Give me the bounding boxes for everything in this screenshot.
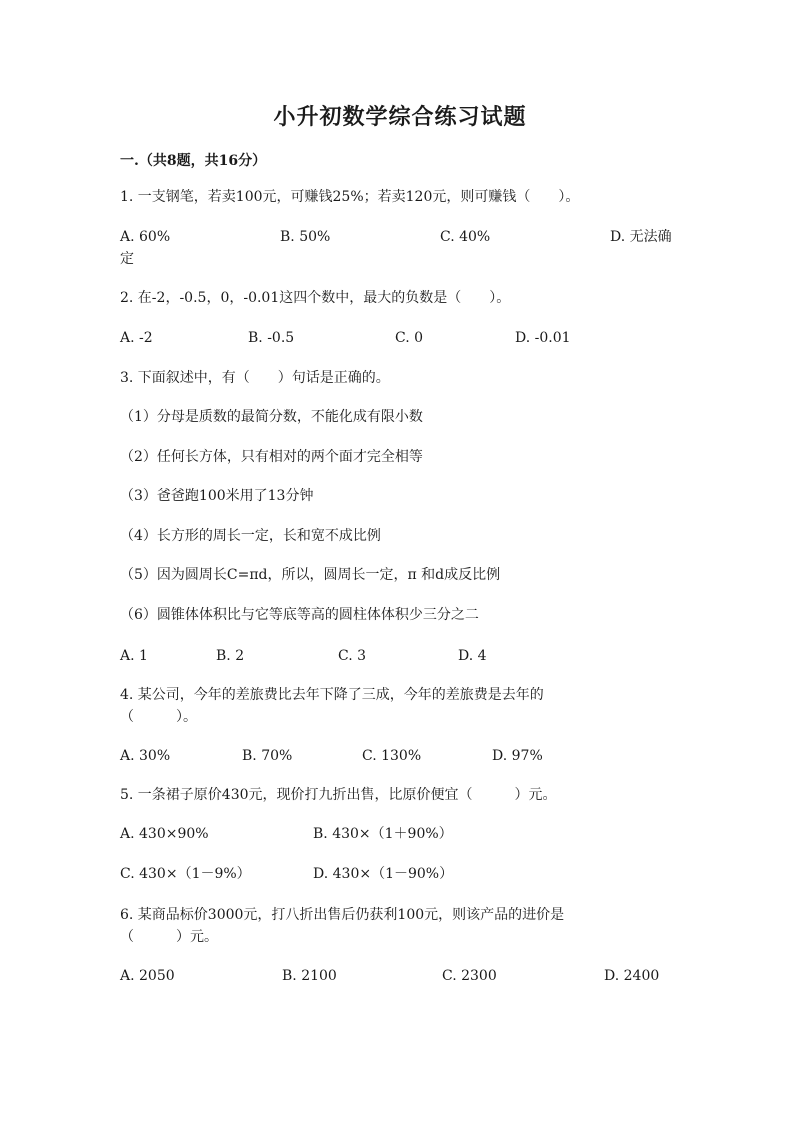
question-5-stem: 5. 一条裙子原价430元，现价打九折出售，比原价便宜（ ）元。 xyxy=(120,787,557,803)
question-1-stem: 1. 一支钢笔，若卖100元，可赚钱25%；若卖120元，则可赚钱（ ）。 xyxy=(120,189,580,205)
question-4-options xyxy=(120,745,700,767)
statement-3: （3）爸爸跑100米用了13分钟 xyxy=(120,488,314,504)
question-2-options xyxy=(120,327,700,349)
statement-5: （5）因为圆周长C=πd，所以，圆周长一定，π 和d成反比例 xyxy=(120,567,501,583)
option-b[interactable]: B. -0.5 xyxy=(248,330,295,346)
option-b[interactable]: B. 70% xyxy=(242,748,293,764)
option-a[interactable]: A. 2050 xyxy=(120,968,175,984)
option-c[interactable]: C. 3 xyxy=(338,648,367,664)
option-d[interactable]: D. 97% xyxy=(492,748,543,764)
option-d[interactable]: D. 2400 xyxy=(604,968,660,984)
statement-2: （2）任何长方体，只有相对的两个面才完全相等 xyxy=(120,449,423,465)
question-3-stem: 3. 下面叙述中，有（ ）句话是正确的。 xyxy=(120,370,390,386)
option-d[interactable]: D. 430×（1－90%） xyxy=(313,866,454,882)
statement-1: （1）分母是质数的最简分数，不能化成有限小数 xyxy=(120,409,423,425)
question-4-stem: 4. 某公司，今年的差旅费比去年下降了三成，今年的差旅费是去年的 xyxy=(120,687,544,703)
question-1-options xyxy=(120,226,700,248)
option-d-wrap: 定 xyxy=(120,251,134,267)
option-b[interactable]: B. 430×（1＋90%） xyxy=(313,826,453,842)
option-c[interactable]: C. 2300 xyxy=(442,968,497,984)
option-c[interactable]: C. 0 xyxy=(395,330,424,346)
question-6-options xyxy=(120,965,700,987)
option-b[interactable]: B. 2 xyxy=(216,648,245,664)
option-b[interactable]: B. 2100 xyxy=(282,968,337,984)
option-d[interactable]: D. 4 xyxy=(458,648,487,664)
option-c[interactable]: C. 430×（1－9%） xyxy=(120,866,251,882)
option-a[interactable]: A. -2 xyxy=(120,330,153,346)
question-6-stem-cont: （ ）元。 xyxy=(120,929,218,945)
question-5-options-row1 xyxy=(120,823,700,845)
option-a[interactable]: A. 60% xyxy=(120,229,171,245)
option-b[interactable]: B. 50% xyxy=(280,229,331,245)
statement-6: （6）圆锥体体积比与它等底等高的圆柱体体积少三分之二 xyxy=(120,607,479,623)
page-title: 小升初数学综合练习试题 xyxy=(273,104,527,130)
section-heading: 一.（共8题，共16分） xyxy=(120,153,267,169)
option-a[interactable]: A. 430×90% xyxy=(120,826,209,842)
option-a[interactable]: A. 1 xyxy=(120,648,148,664)
option-c[interactable]: C. 40% xyxy=(440,229,491,245)
question-5-options-row2 xyxy=(120,863,700,885)
question-4-stem-cont: （ ）。 xyxy=(120,709,197,725)
question-6-stem: 6. 某商品标价3000元，打八折出售后仍获利100元，则该产品的进价是 xyxy=(120,907,565,923)
option-a[interactable]: A. 30% xyxy=(120,748,171,764)
option-d[interactable]: D. 无法确 xyxy=(610,229,672,245)
question-3-options xyxy=(120,645,700,667)
statement-4: （4）长方形的周长一定，长和宽不成比例 xyxy=(120,528,381,544)
option-d[interactable]: D. -0.01 xyxy=(515,330,571,346)
question-2-stem: 2. 在-2，-0.5，0，-0.01这四个数中，最大的负数是（ ）。 xyxy=(120,290,511,306)
option-c[interactable]: C. 130% xyxy=(362,748,422,764)
